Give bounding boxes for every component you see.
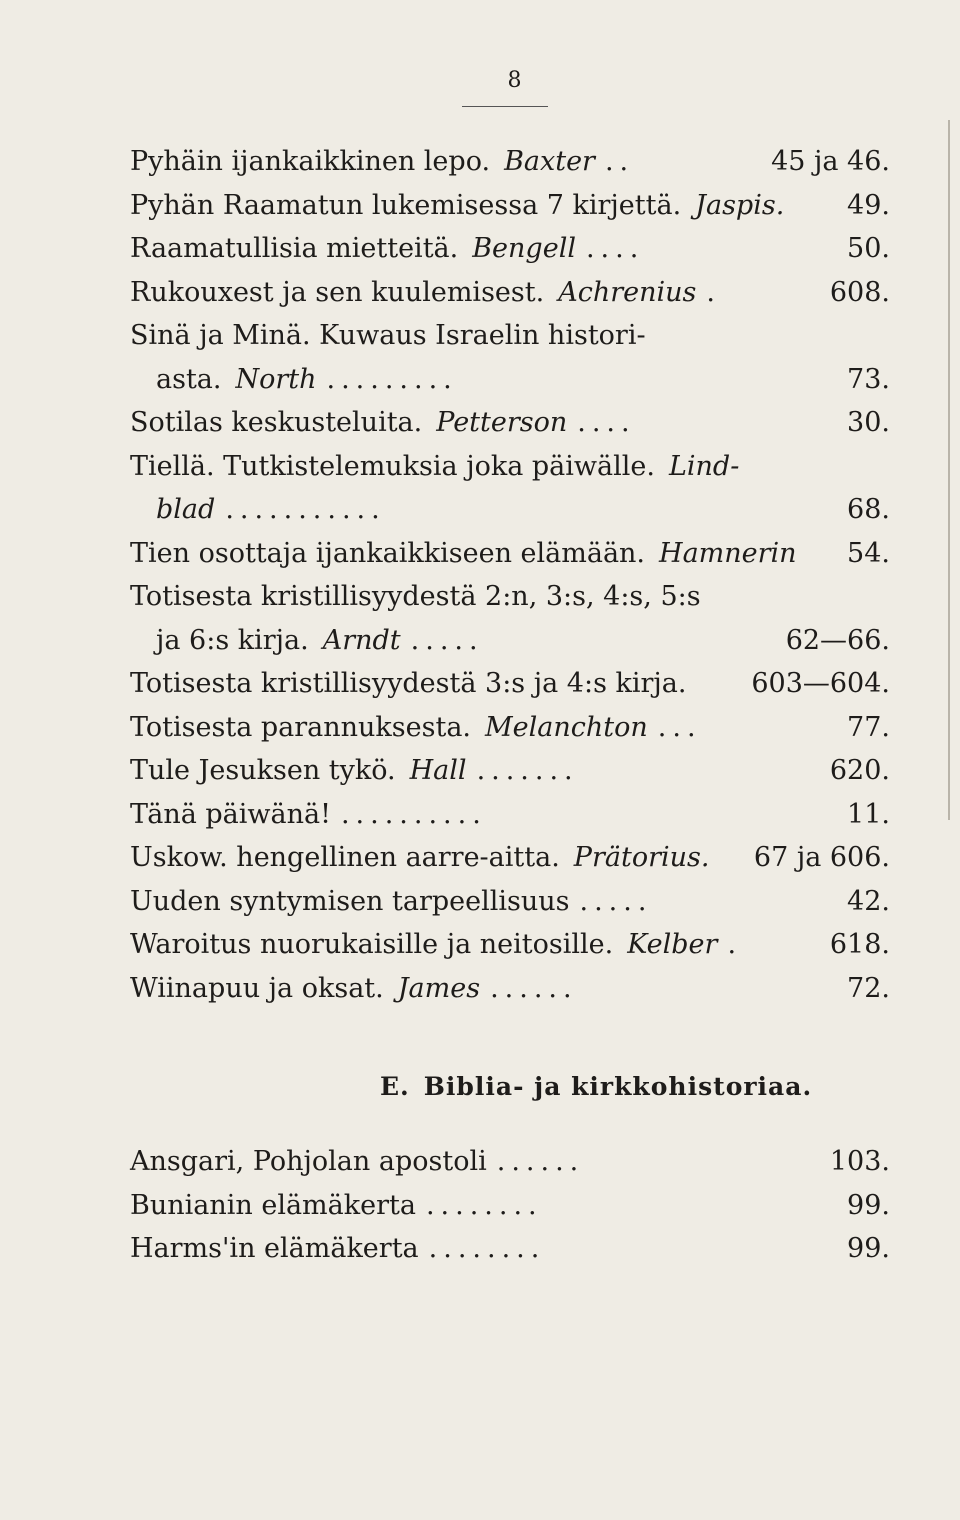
dot-leader: ...... <box>496 1146 585 1177</box>
index-entry <box>130 1227 890 1271</box>
index-list-bottom <box>130 1140 890 1271</box>
entry-reference: 618. <box>829 929 890 960</box>
entry-title: Rukouxest ja sen kuulemisest. <box>130 276 545 308</box>
entry-reference: 49. <box>847 189 890 221</box>
entry-author: North <box>235 363 317 395</box>
index-entry <box>130 793 890 837</box>
dot-leader: .... <box>577 407 636 438</box>
entry-reference: 62—66. <box>785 624 890 656</box>
index-entry <box>130 445 890 489</box>
index-entry <box>130 967 890 1011</box>
entry-author: Arndt <box>322 624 401 656</box>
dot-leader: . <box>727 929 743 960</box>
index-entry <box>130 1140 890 1184</box>
entry-author: Baxter <box>504 146 595 177</box>
entry-reference: 73. <box>847 363 890 395</box>
entry-reference: 72. <box>847 972 890 1004</box>
index-entry <box>130 880 890 924</box>
index-entry <box>130 706 890 750</box>
index-entry <box>130 749 890 793</box>
index-entry <box>130 532 890 576</box>
entry-author: Kelber <box>627 929 718 960</box>
index-entry <box>130 488 890 532</box>
dot-leader: ........ <box>425 1189 543 1221</box>
entry-title: Ansgari, Pohjolan apostoli <box>130 1146 487 1177</box>
entry-title: Totisesta kristillisyydestä 2:n, 3:s, 4:s, 5:s <box>130 581 701 612</box>
index-entry <box>130 923 890 967</box>
section-letter: E. <box>380 1072 410 1101</box>
entry-reference: 45 ja 46. <box>771 146 890 177</box>
entry-title: Tiellä. Tutkistelemuksia joka päiwälle. <box>130 450 655 482</box>
entry-title: Sinä ja Minä. Kuwaus Israelin histori- <box>130 320 646 351</box>
index-entry <box>130 358 890 402</box>
entry-author: blad <box>156 494 216 525</box>
entry-title: Wiinapuu ja oksat. <box>130 972 384 1004</box>
index-entry <box>130 619 890 663</box>
index-list-top <box>130 140 890 1010</box>
index-entry <box>130 575 890 619</box>
entry-title: Uuden syntymisen tarpeellisuus <box>130 885 570 917</box>
dot-leader: ........... <box>225 494 386 525</box>
page-number: 8 <box>507 68 523 93</box>
dot-leader: ..... <box>579 885 653 917</box>
entry-title: Waroitus nuorukaisille ja neitosille. <box>130 929 614 960</box>
index-entry <box>130 271 890 315</box>
index-entry <box>130 227 890 271</box>
entry-title: Raamatullisia mietteitä. <box>130 233 459 264</box>
entry-author: Prätorius. <box>573 842 710 873</box>
entry-reference: 608. <box>829 276 890 308</box>
entry-title: Pyhän Raamatun lukemisessa 7 kirjettä. <box>130 189 682 221</box>
entry-title: Uskow. hengellinen aarre-aitta. <box>130 842 560 873</box>
entry-title: Totisesta parannuksesta. <box>130 711 472 743</box>
entry-author: Jaspis. <box>695 189 785 221</box>
entry-title: Sotilas keskusteluita. <box>130 407 423 438</box>
entry-reference: 11. <box>847 798 890 830</box>
entry-title: Totisesta kristillisyydestä 3:s ja 4:s kirja. <box>130 668 687 699</box>
entry-reference: 620. <box>829 755 890 786</box>
index-entry <box>130 314 890 358</box>
index-entry <box>130 836 890 880</box>
entry-author: Achrenius <box>558 276 697 308</box>
entry-title: Pyhäin ijankaikkinen lepo. <box>130 146 491 177</box>
entry-reference: 99. <box>847 1189 890 1221</box>
entry-reference: 30. <box>847 407 890 438</box>
entry-author: James <box>397 972 481 1004</box>
entry-author: Hall <box>409 755 467 786</box>
entry-author: Lind- <box>668 450 740 482</box>
dot-leader: .. <box>604 146 635 177</box>
dot-leader: ..... <box>410 624 484 656</box>
margin-shadow <box>948 120 950 820</box>
dot-leader: ......... <box>326 363 458 395</box>
entry-reference: 54. <box>847 537 890 569</box>
entry-reference: 603—604. <box>751 668 890 699</box>
dot-leader: .... <box>585 233 645 264</box>
dot-leader: ........ <box>428 1233 546 1264</box>
entry-author: Melanchton <box>485 711 648 743</box>
entry-reference: 103. <box>829 1146 890 1177</box>
entry-title: Tule Jesuksen tykö. <box>130 755 396 786</box>
entry-reference: 77. <box>847 711 890 743</box>
index-entry <box>130 184 890 228</box>
entry-title: Tien osottaja ijankaikkiseen elämään. <box>130 537 646 569</box>
entry-author: Hamnerin <box>659 537 797 569</box>
entry-title: Tänä päiwänä! <box>130 798 331 830</box>
entry-title: ja 6:s kirja. <box>156 624 309 656</box>
dot-leader: . <box>706 276 721 308</box>
entry-title: Harms'in elämäkerta <box>130 1233 419 1264</box>
dot-leader: ... <box>657 711 702 743</box>
section-heading <box>380 1072 813 1101</box>
dot-leader: ....... <box>476 755 579 786</box>
entry-reference: 99. <box>847 1233 890 1264</box>
entry-title: asta. <box>156 363 222 395</box>
entry-reference: 68. <box>847 494 890 525</box>
index-entry <box>130 662 890 706</box>
index-entry <box>130 140 890 184</box>
entry-reference: 50. <box>847 233 890 264</box>
section-title: Biblia- ja kirkkohistoriaa. <box>423 1072 813 1101</box>
entry-reference: 67 ja 606. <box>753 842 890 873</box>
entry-reference: 42. <box>847 885 890 917</box>
dot-leader: ...... <box>490 972 578 1004</box>
index-entry <box>130 401 890 445</box>
entry-author: Bengell <box>472 233 576 264</box>
entry-author: Petterson <box>436 407 568 438</box>
index-entry <box>130 1184 890 1228</box>
entry-title: Bunianin elämäkerta <box>130 1189 416 1221</box>
page-number-rule <box>462 106 548 107</box>
dot-leader: .......... <box>340 798 487 830</box>
